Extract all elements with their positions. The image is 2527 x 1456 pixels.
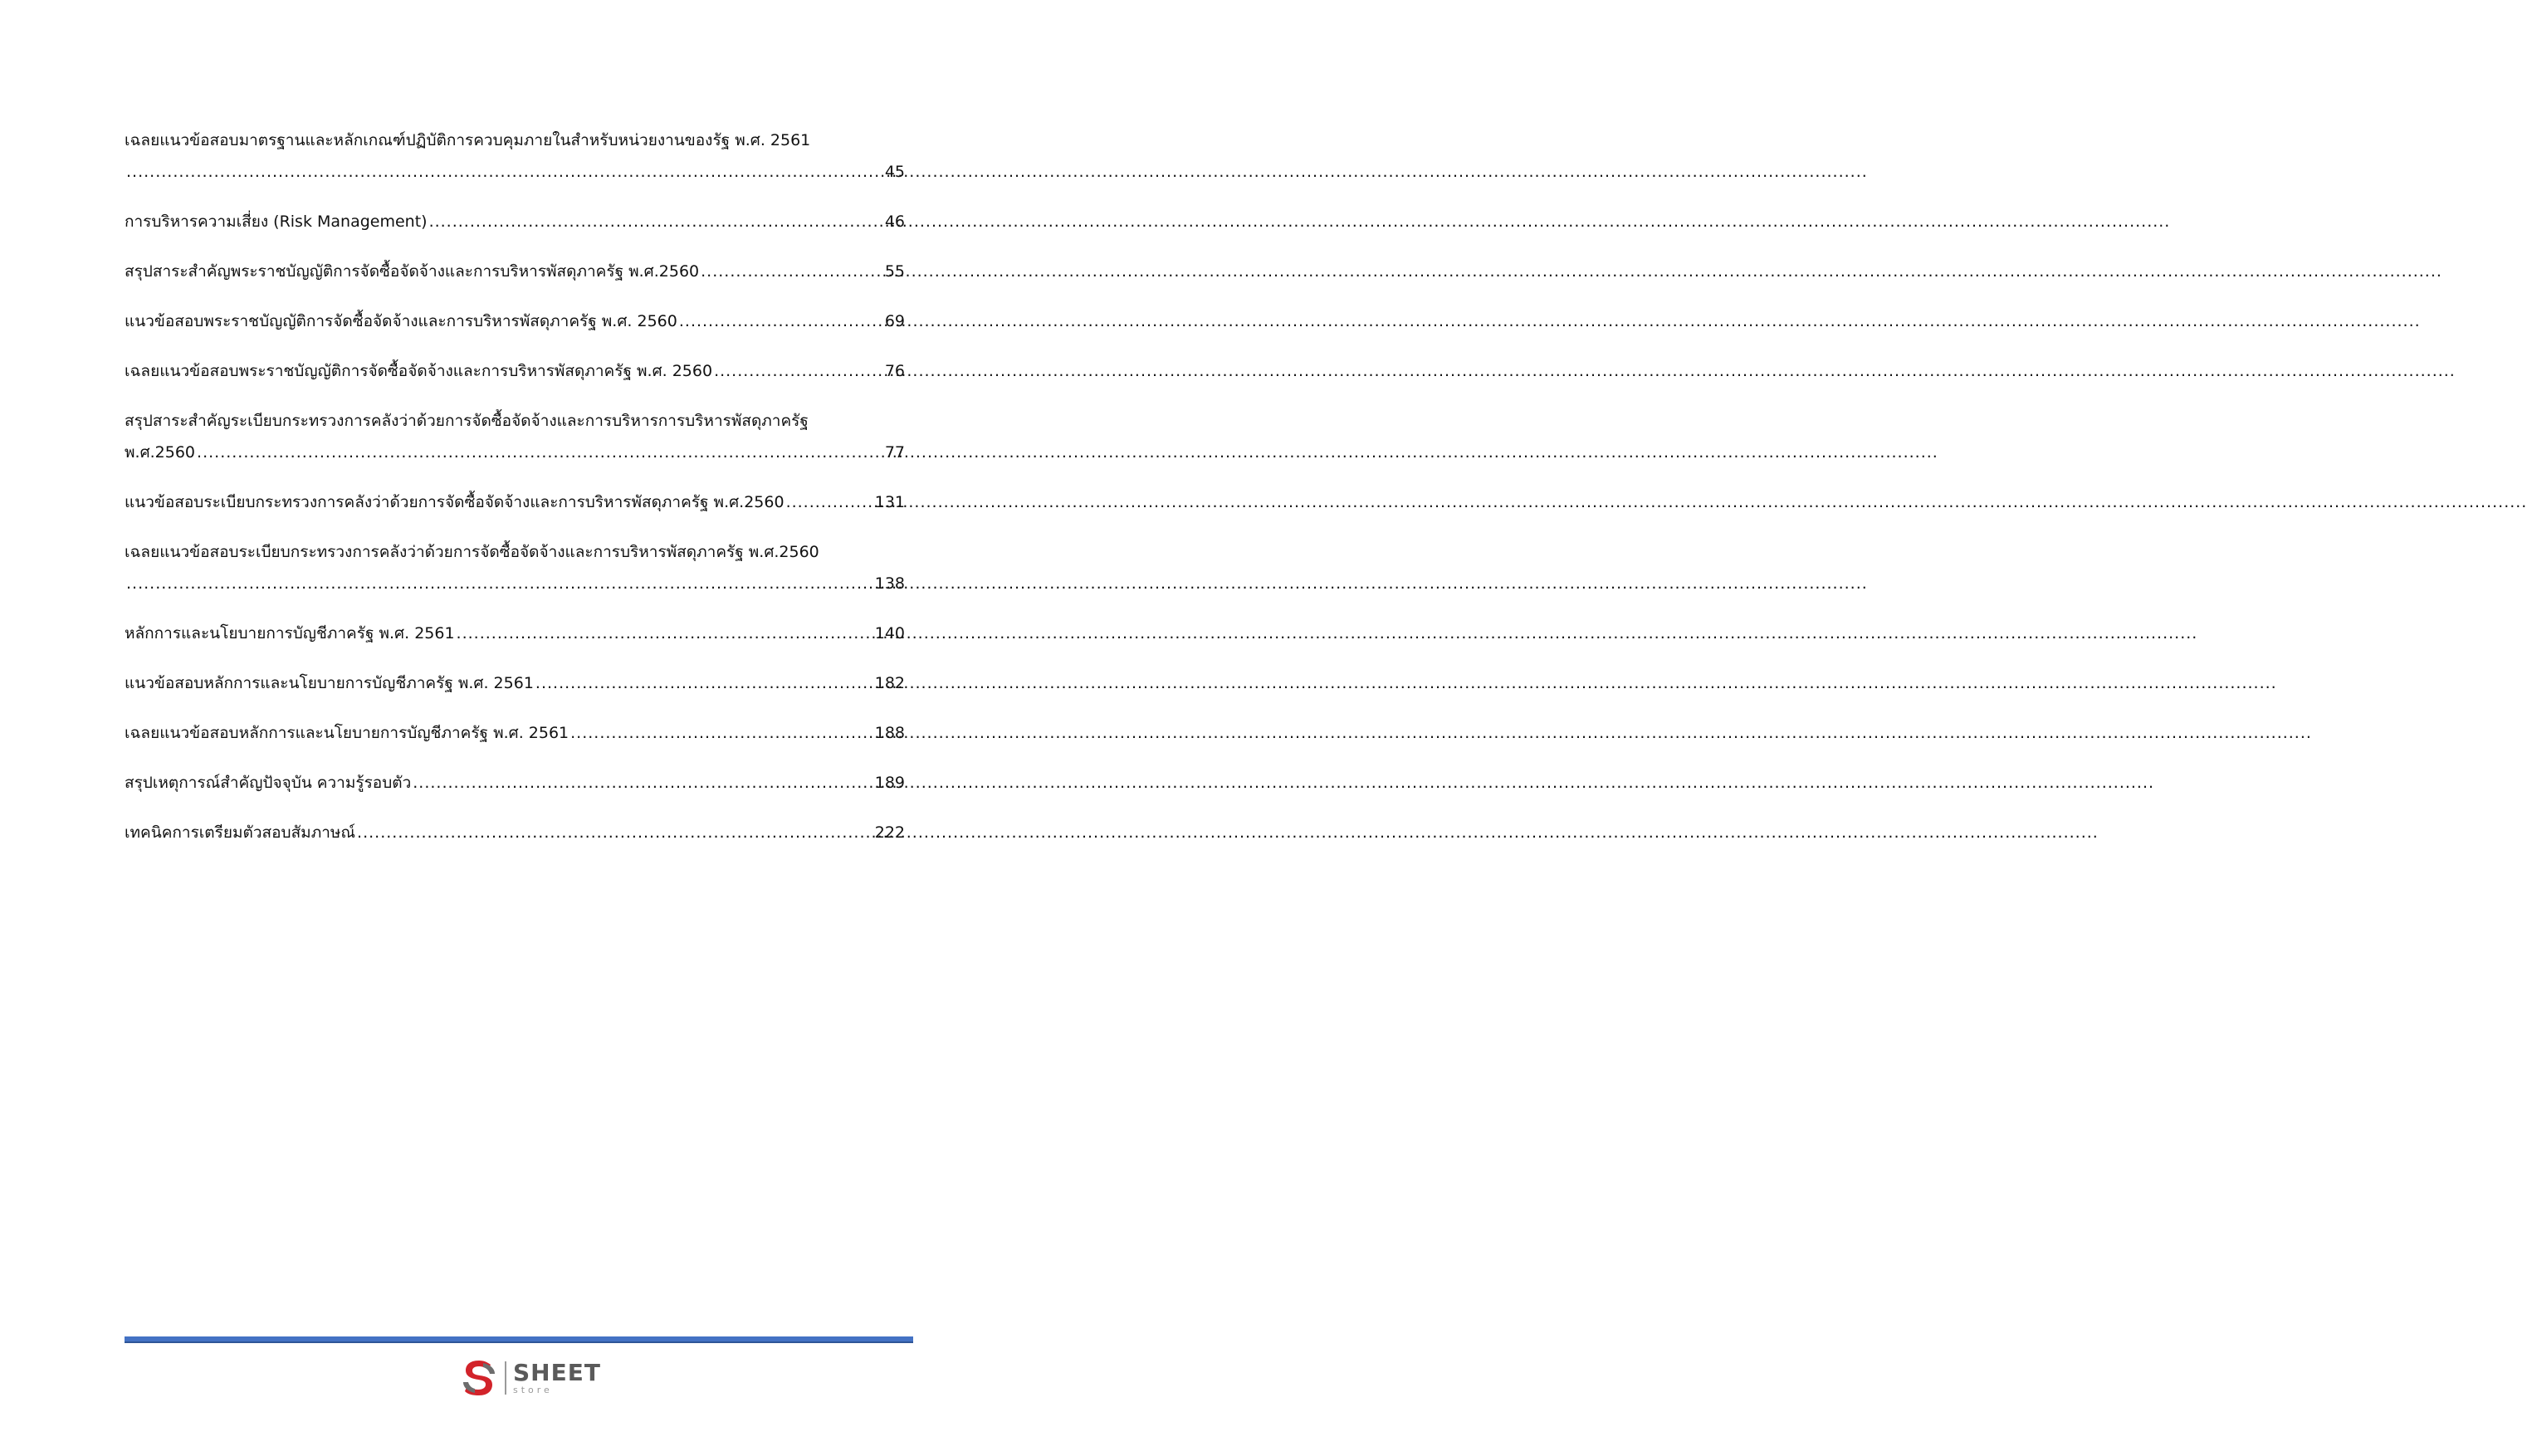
toc-entry[interactable]: [125, 486, 905, 518]
toc-leader: [429, 206, 883, 237]
toc-entry-title: เฉลยแนวข้อสอบระเบียบกระทรวงการคลังว่าด้วยการจัดซื้อจัดจ้างและการบริหารพัสดุภาครัฐ พ.ศ.2560: [125, 543, 819, 561]
toc-leader: [714, 355, 883, 387]
toc-leader: [457, 618, 873, 649]
toc-leader: [535, 667, 873, 699]
toc-leader: [413, 767, 872, 799]
toc-entry-page: 46: [884, 213, 905, 231]
logo-wordmark: [513, 1361, 601, 1395]
toc-leader: [679, 305, 883, 337]
toc-entry[interactable]: [125, 667, 905, 699]
toc-entry-title: แนวข้อสอบหลักการและนโยบายการบัญชีภาครัฐ พ.ศ. 2561: [125, 674, 534, 692]
toc-entry-page: 131: [874, 493, 905, 511]
toc-entry-title: เฉลยแนวข้อสอบมาตรฐานและหลักเกณฑ์ปฏิบัติการควบคุมภายในสำหรับหน่วยงานของรัฐ พ.ศ. 2561: [125, 131, 811, 149]
logo-brand-text: SHEET: [513, 1359, 601, 1386]
sheet-store-logo: [458, 1355, 601, 1401]
toc-entry[interactable]: [125, 305, 905, 337]
toc-entry-title: สรุปสาระสำคัญพระราชบัญญัติการจัดซื้อจัดจ้างและการบริหารพัสดุภาครัฐ พ.ศ.2560: [125, 262, 700, 281]
toc-entry-page: 76: [884, 362, 905, 380]
toc-entry-title: สรุปสาระสำคัญระเบียบกระทรวงการคลังว่าด้วยการจัดซื้อจัดจ้างและการบริหารการบริหารพัสดุภาครัฐ: [125, 412, 809, 430]
logo-divider: [505, 1361, 506, 1395]
toc-entry[interactable]: [125, 405, 905, 468]
toc-entry-title: สรุปเหตุการณ์สำคัญปัจจุบัน ความรู้รอบตัว: [125, 774, 412, 792]
toc-entry-page: 182: [874, 674, 905, 692]
table-of-contents: [125, 125, 905, 867]
toc-entry-page: 55: [884, 262, 905, 281]
toc-entry-page: 188: [874, 724, 905, 742]
toc-entry-title: แนวข้อสอบระเบียบกระทรวงการคลังว่าด้วยการจัดซื้อจัดจ้างและการบริหารพัสดุภาครัฐ พ.ศ.2560: [125, 493, 784, 511]
logo-sub-text: store: [513, 1385, 553, 1395]
toc-entry[interactable]: [125, 618, 905, 649]
toc-entry-page: 138: [874, 574, 905, 593]
toc-entry-page: 189: [874, 774, 905, 792]
toc-entry[interactable]: [125, 125, 905, 188]
toc-entry-page: 69: [884, 312, 905, 330]
toc-entry-page: 45: [884, 163, 905, 181]
toc-entry-page: 222: [874, 823, 905, 842]
sheet-store-s-logo-icon: [458, 1357, 500, 1399]
toc-entry[interactable]: [125, 767, 905, 799]
toc-entry[interactable]: [125, 536, 905, 599]
toc-leader: [786, 486, 873, 518]
toc-entry[interactable]: [125, 256, 905, 287]
toc-leader: [701, 256, 883, 287]
toc-entry-title: แนวข้อสอบพระราชบัญญัติการจัดซื้อจัดจ้างและการบริหารพัสดุภาครัฐ พ.ศ. 2560: [125, 312, 677, 330]
toc-entry-title: เฉลยแนวข้อสอบหลักการและนโยบายการบัญชีภาครัฐ พ.ศ. 2561: [125, 724, 569, 742]
toc-leader: [357, 817, 873, 848]
footer-divider-bar: [125, 1336, 913, 1343]
toc-entry-title: เทคนิคการเตรียมตัวสอบสัมภาษณ์: [125, 823, 356, 842]
toc-leader: [126, 568, 873, 599]
toc-leader: [570, 717, 873, 749]
toc-entry-continuation: พ.ศ.2560: [125, 443, 196, 462]
toc-entry-page: 77: [884, 443, 905, 462]
toc-entry[interactable]: [125, 206, 905, 237]
toc-entry[interactable]: [125, 355, 905, 387]
toc-entry-page: 140: [874, 624, 905, 642]
toc-entry-title: หลักการและนโยบายการบัญชีภาครัฐ พ.ศ. 2561: [125, 624, 455, 642]
toc-leader: [197, 437, 883, 468]
toc-entry-title: การบริหารความเสี่ยง (Risk Management): [125, 213, 428, 231]
toc-entry[interactable]: [125, 817, 905, 848]
toc-leader: [126, 156, 883, 188]
toc-entry[interactable]: [125, 717, 905, 749]
toc-entry-title: เฉลยแนวข้อสอบพระราชบัญญัติการจัดซื้อจัดจ้างและการบริหารพัสดุภาครัฐ พ.ศ. 2560: [125, 362, 713, 380]
